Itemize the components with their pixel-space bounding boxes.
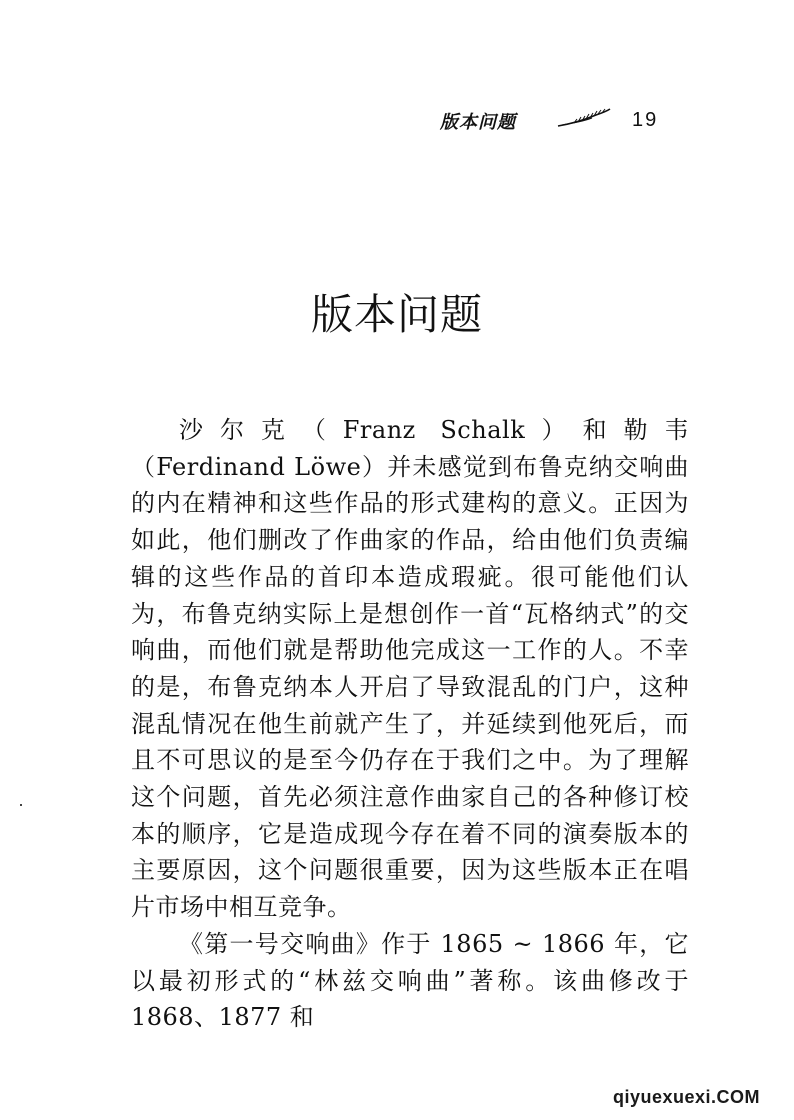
feather-ornament-icon [556, 108, 612, 132]
page-number: 19 [632, 109, 659, 131]
paragraph-1: 沙尔克（Franz Schalk）和勒韦（Ferdinand Löwe）并未感觉到布鲁克纳交响曲的内在精神和这些作品的形式建构的意义。正因为如此，他们删改了作曲家的作品，给由他们负责编辑的这些作品的首印本造成瑕疵。很可能他们认为，布鲁克纳实际上是想创作一首“瓦格纳式”的交响曲，而他们就是帮助他完成这一工作的人。不幸的是，布鲁克纳本人开启了导致混乱的门户，这种混乱情况在他生前就产生了，并延续到他死后，而且不可思议的是至今仍存在于我们之中。为了理解这个问题，首先必须注意作曲家自己的各种修订校本的顺序，它是造成现今存在着不同的演奏版本的主要原因，这个问题很重要，因为这些版本正在唱片市场中相互竞争。 [131, 416, 689, 922]
body-text [131, 412, 689, 1036]
running-header [440, 108, 670, 138]
margin-mark [20, 804, 22, 806]
paragraph-2: 《第一号交响曲》作于 1865 ~ 1866 年，它以最初形式的“林兹交响曲”著称。该曲修改于 1868、1877 和 [131, 929, 689, 1032]
running-header-title: 版本问题 [440, 112, 516, 133]
site-watermark: qiyuexuexi.COM [612, 1087, 760, 1107]
chapter-title: 版本问题 [310, 290, 483, 339]
